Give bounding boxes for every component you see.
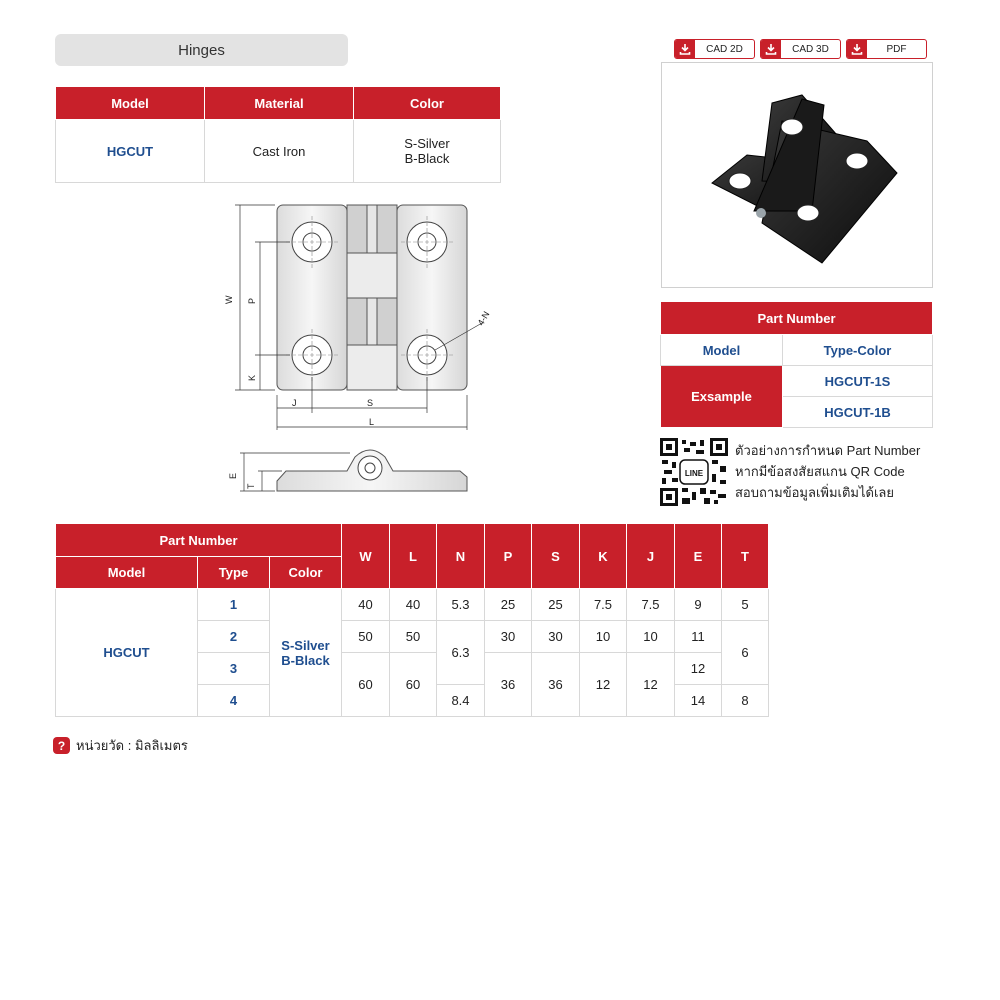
qr-note-line: หากมีข้อสงสัยสแกน QR Code	[735, 464, 905, 479]
dim-label-k: K	[247, 374, 257, 381]
type-cell: 4	[198, 685, 270, 717]
example-part-number: HGCUT-1S	[783, 366, 933, 397]
cell-w: 60	[342, 653, 390, 717]
dim-label-w: W	[224, 295, 234, 304]
cell-l: 40	[390, 589, 437, 621]
cell-l: 50	[390, 621, 437, 653]
header-p: P	[485, 524, 532, 589]
example-label: Exsample	[661, 366, 783, 428]
header-part-number: Part Number	[661, 302, 933, 335]
part-number-example-table	[660, 301, 933, 428]
pdf-download-button[interactable]	[846, 39, 927, 59]
color-cell	[270, 589, 342, 717]
cell-s: 36	[532, 653, 580, 717]
header-model: Model	[661, 335, 783, 366]
table-row	[56, 120, 501, 183]
cell-e: 14	[675, 685, 722, 717]
cell-e: 9	[675, 589, 722, 621]
download-label: CAD 3D	[792, 43, 829, 55]
header-model: Model	[56, 87, 205, 120]
header-w: W	[342, 524, 390, 589]
cell-e: 11	[675, 621, 722, 653]
cell-l: 60	[390, 653, 437, 717]
cell-k: 10	[580, 621, 627, 653]
spec-table	[55, 86, 501, 183]
header-model: Model	[56, 557, 198, 589]
cell-j: 12	[627, 653, 675, 717]
download-label: CAD 2D	[706, 43, 743, 55]
model-cell: HGCUT	[56, 589, 198, 717]
product-photo	[661, 62, 933, 288]
qr-note-line: ตัวอย่างการกำหนด Part Number	[735, 443, 921, 458]
type-cell: 2	[198, 621, 270, 653]
cell-t: 5	[722, 589, 769, 621]
question-icon: ?	[53, 737, 70, 754]
cell-n: 5.3	[437, 589, 485, 621]
cell-k: 7.5	[580, 589, 627, 621]
header-type: Type	[198, 557, 270, 589]
header-s: S	[532, 524, 580, 589]
example-part-number: HGCUT-1B	[783, 397, 933, 428]
cell-n: 6.3	[437, 621, 485, 685]
dim-label-j: J	[292, 398, 297, 408]
cell-t: 8	[722, 685, 769, 717]
cell-p: 36	[485, 653, 532, 717]
download-label: PDF	[886, 43, 907, 55]
type-cell: 1	[198, 589, 270, 621]
material-cell: Cast Iron	[205, 120, 354, 183]
dim-label-e: E	[228, 472, 238, 479]
color-line: B-Black	[404, 151, 450, 166]
color-line: S-Silver	[404, 136, 450, 151]
dimension-table	[55, 523, 769, 717]
cad-2d-download-button[interactable]	[674, 39, 755, 59]
header-color: Color	[270, 557, 342, 589]
hinge-technical-drawing	[220, 195, 500, 505]
header-l: L	[390, 524, 437, 589]
cell-p: 25	[485, 589, 532, 621]
cell-e: 12	[675, 653, 722, 685]
color-line: B-Black	[281, 652, 330, 668]
table-row	[661, 366, 933, 397]
model-cell: HGCUT	[56, 120, 205, 183]
cell-w: 50	[342, 621, 390, 653]
cell-w: 40	[342, 589, 390, 621]
header-part-number: Part Number	[56, 524, 342, 557]
header-k: K	[580, 524, 627, 589]
hinge-photo-illustration	[662, 63, 932, 287]
download-icon	[847, 40, 867, 58]
header-material: Material	[205, 87, 354, 120]
dim-label-p: P	[247, 297, 257, 304]
cell-k: 12	[580, 653, 627, 717]
unit-note-text: หน่วยวัด : มิลลิเมตร	[76, 738, 188, 753]
qr-label: LINE	[684, 469, 704, 478]
qr-note	[735, 440, 920, 503]
cell-n: 8.4	[437, 685, 485, 717]
dim-label-s: S	[367, 398, 374, 408]
dim-label-t: T	[246, 483, 256, 489]
cell-j: 10	[627, 621, 675, 653]
cell-t: 6	[722, 621, 769, 685]
header-n: N	[437, 524, 485, 589]
type-cell: 3	[198, 653, 270, 685]
header-j: J	[627, 524, 675, 589]
line-qr-code[interactable]	[660, 438, 728, 506]
download-icon	[675, 40, 695, 58]
cell-j: 7.5	[627, 589, 675, 621]
color-line: S-Silver	[281, 637, 330, 653]
page-title: Hinges	[55, 34, 348, 66]
dim-label-n: 4-N	[475, 309, 492, 328]
cell-p: 30	[485, 621, 532, 653]
header-color: Color	[354, 87, 501, 120]
qr-note-line: สอบถามข้อมูลเพิ่มเติมได้เลย	[735, 485, 895, 500]
header-e: E	[675, 524, 722, 589]
cad-3d-download-button[interactable]	[760, 39, 841, 59]
header-type-color: Type-Color	[783, 335, 933, 366]
cell-s: 30	[532, 621, 580, 653]
download-icon	[761, 40, 781, 58]
color-cell	[354, 120, 501, 183]
header-t: T	[722, 524, 769, 589]
cell-s: 25	[532, 589, 580, 621]
table-row	[56, 589, 769, 621]
unit-footnote	[53, 735, 188, 756]
dim-label-l: L	[369, 417, 375, 427]
